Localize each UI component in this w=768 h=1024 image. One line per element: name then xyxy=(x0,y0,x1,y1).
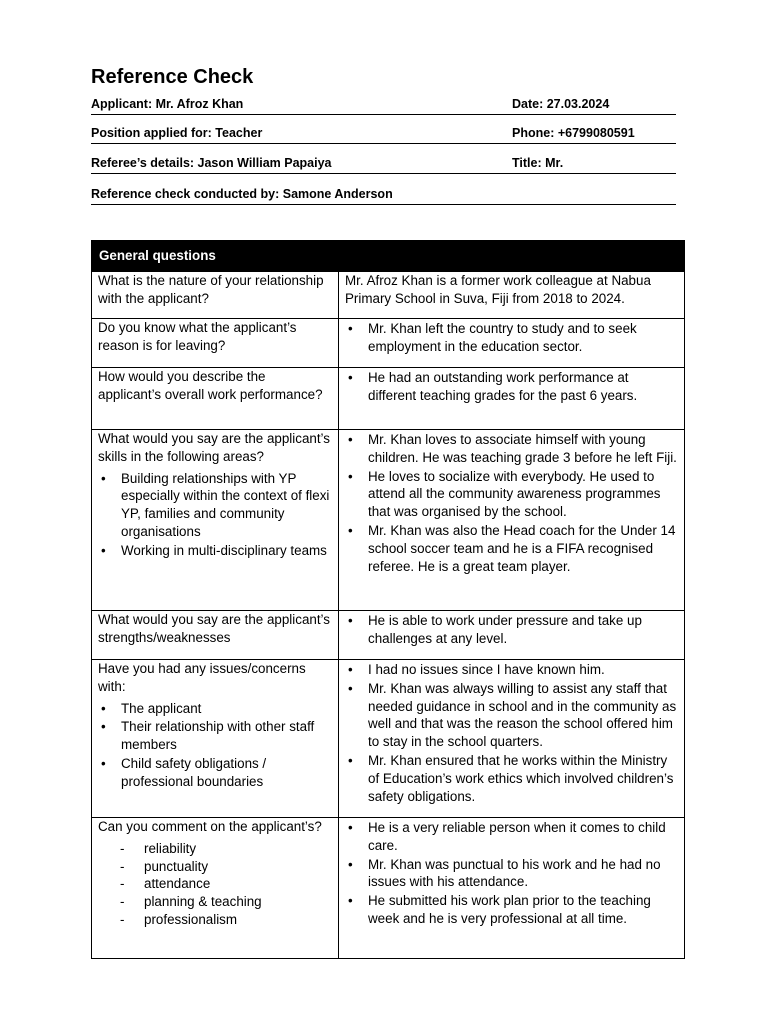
list-item: • The applicant xyxy=(121,700,332,718)
list-item: • Mr. Khan ensured that he works within the Ministry of Education’s work ethics which involved children’s safety obligations. xyxy=(368,752,678,805)
list-item: • He submitted his work plan prior to the teaching week and he is very professional at all time. xyxy=(368,892,678,928)
question-cell xyxy=(92,818,339,959)
question-text: How would you describe the applicant’s overall work performance? xyxy=(98,369,323,402)
answer-cell xyxy=(339,611,685,660)
table-row xyxy=(92,611,685,660)
answer-cell xyxy=(339,660,685,818)
question-cell xyxy=(92,660,339,818)
table-row xyxy=(92,319,685,368)
answer-text: Mr. Afroz Khan is a former work colleague at Nabua Primary School in Suva, Fiji from 2018 to 2024. xyxy=(345,273,651,306)
answer-cell xyxy=(339,430,685,611)
table-row xyxy=(92,660,685,818)
answer-list xyxy=(345,431,678,575)
question-list xyxy=(98,700,332,791)
table-row xyxy=(92,430,685,611)
question-dash-list xyxy=(98,840,332,929)
list-item: - attendance xyxy=(144,875,332,893)
list-item: • Mr. Khan left the country to study and to seek employment in the education sector. xyxy=(368,320,678,356)
table-header-row xyxy=(92,241,685,272)
list-item: • I had no issues since I have known him. xyxy=(368,661,678,679)
phone-field: Phone: +6799080591 xyxy=(512,126,635,140)
answer-list xyxy=(345,320,678,356)
referee-field: Referee’s details: Jason William Papaiya xyxy=(91,156,332,170)
table-header: General questions xyxy=(92,241,685,272)
answer-cell xyxy=(339,368,685,430)
list-item: • He is able to work under pressure and take up challenges at any level. xyxy=(368,612,678,648)
meta-row-position xyxy=(91,121,676,144)
list-item: • He loves to socialize with everybody. He used to attend all the community awareness programmes that was organised by the school. xyxy=(368,468,678,521)
list-item: • Building relationships with YP especially within the context of flexi YP, families and community organisations xyxy=(121,470,332,541)
meta-row-referee xyxy=(91,151,676,174)
question-text: Can you comment on the applicant’s? xyxy=(98,819,322,834)
question-text: What would you say are the applicant’s strengths/weaknesses xyxy=(98,612,330,645)
general-questions-table xyxy=(91,240,685,959)
list-item: • Their relationship with other staff members xyxy=(121,718,332,754)
question-cell xyxy=(92,319,339,368)
answer-list xyxy=(345,819,678,928)
date-field: Date: 27.03.2024 xyxy=(512,97,610,111)
position-field: Position applied for: Teacher xyxy=(91,126,263,140)
table-row xyxy=(92,272,685,319)
list-item: • Child safety obligations / professional boundaries xyxy=(121,755,332,791)
question-text: What is the nature of your relationship with the applicant? xyxy=(98,273,324,306)
list-item: • Mr. Khan was also the Head coach for the Under 14 school soccer team and he is a FIFA recognised referee. He is a great team player. xyxy=(368,522,678,575)
question-cell xyxy=(92,368,339,430)
title-field: Title: Mr. xyxy=(512,156,564,170)
answer-list xyxy=(345,661,678,805)
list-item: - punctuality xyxy=(144,858,332,876)
meta-row-conducted-by xyxy=(91,182,676,205)
question-cell xyxy=(92,430,339,611)
list-item: • Mr. Khan was always willing to assist any staff that needed guidance in school and in the community as well and that was the reason the school offered him to stay in the school quarters. xyxy=(368,680,678,751)
question-text: Do you know what the applicant’s reason is for leaving? xyxy=(98,320,297,353)
question-list xyxy=(98,470,332,560)
answer-cell xyxy=(339,319,685,368)
conducted-by-field: Reference check conducted by: Samone Anderson xyxy=(91,187,393,201)
document-title: Reference Check xyxy=(91,66,254,88)
question-text: What would you say are the applicant’s skills in the following areas? xyxy=(98,431,330,464)
table-row xyxy=(92,818,685,959)
answer-list xyxy=(345,369,678,405)
answer-list xyxy=(345,612,678,648)
question-cell xyxy=(92,272,339,319)
question-cell xyxy=(92,611,339,660)
meta-row-applicant xyxy=(91,92,676,115)
list-item: - professionalism xyxy=(144,911,332,929)
list-item: - reliability xyxy=(144,840,332,858)
question-text: Have you had any issues/concerns with: xyxy=(98,661,306,694)
list-item: • Mr. Khan loves to associate himself with young children. He was teaching grade 3 before he left Fiji. xyxy=(368,431,678,467)
applicant-field: Applicant: Mr. Afroz Khan xyxy=(91,97,244,111)
list-item: • He is a very reliable person when it comes to child care. xyxy=(368,819,678,855)
list-item: • He had an outstanding work performance at different teaching grades for the past 6 years. xyxy=(368,369,678,405)
table-row xyxy=(92,368,685,430)
list-item: • Working in multi-disciplinary teams xyxy=(121,542,332,560)
list-item: - planning & teaching xyxy=(144,893,332,911)
answer-cell xyxy=(339,272,685,319)
answer-cell xyxy=(339,818,685,959)
list-item: • Mr. Khan was punctual to his work and he had no issues with his attendance. xyxy=(368,856,678,892)
